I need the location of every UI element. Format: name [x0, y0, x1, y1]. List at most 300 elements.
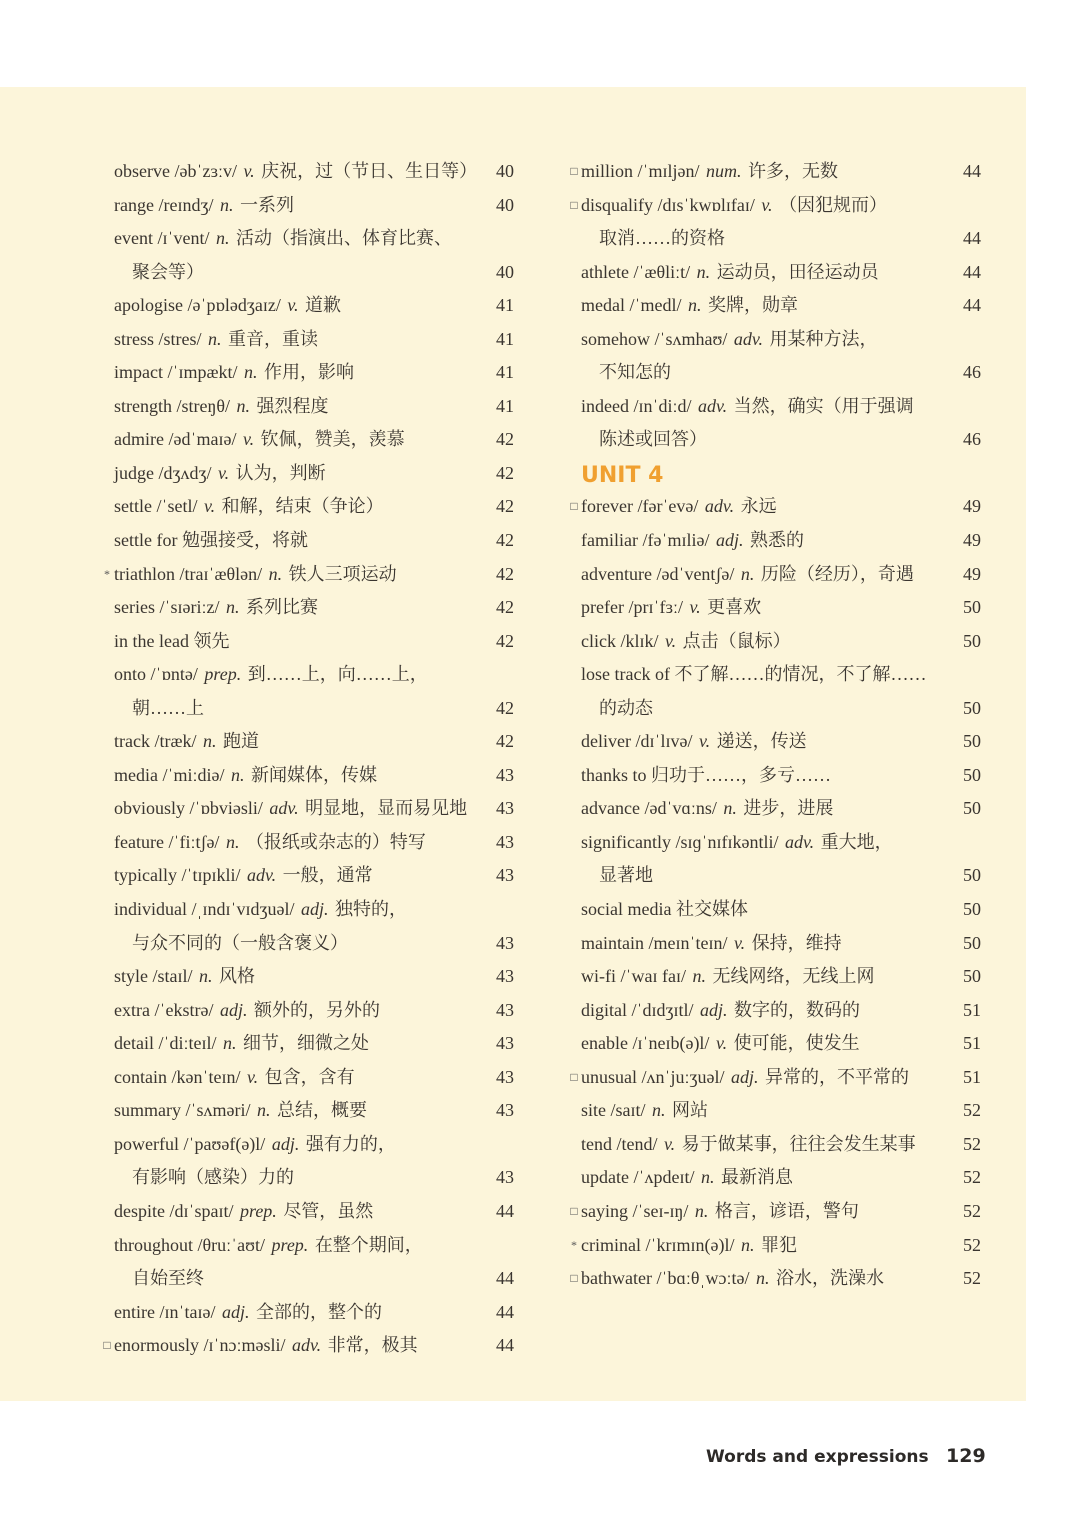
entry-text [114, 356, 354, 390]
entry-word: entire /ɪnˈtaɪə/ [114, 1301, 216, 1322]
part-of-speech: n. [236, 395, 251, 416]
entry-gloss: 社交媒体 [675, 899, 748, 920]
entry-text [581, 625, 791, 659]
entry-continuation-line [567, 356, 981, 390]
entry-page-number: 41 [496, 362, 514, 383]
vocab-entry [100, 323, 514, 357]
entry-gloss: 异常的，不平常的 [765, 1066, 909, 1087]
entry-text [114, 1061, 355, 1095]
entry-page-number: 43 [496, 1167, 514, 1188]
entry-page-number: 49 [963, 496, 981, 517]
entry-gloss: 自始至终 [132, 1268, 204, 1289]
entry-page-number: 52 [963, 1268, 981, 1289]
part-of-speech: n. [219, 194, 234, 215]
part-of-speech: n. [723, 798, 737, 819]
entry-word: medal /ˈmedl/ [581, 295, 682, 316]
part-of-speech: n. [225, 831, 240, 852]
entry-word: triathlon /traɪˈæθlən/ [114, 563, 263, 584]
entry-text [114, 1195, 373, 1229]
vocab-entry [100, 792, 514, 826]
part-of-speech: n. [740, 1234, 755, 1255]
entry-gloss: 递送，传送 [716, 731, 807, 752]
box-mark-icon: □ [570, 499, 578, 514]
vocab-entry [567, 289, 981, 323]
entry-text [132, 692, 204, 726]
vocab-entry [567, 625, 981, 659]
vocab-entry [100, 490, 514, 524]
entry-page-number: 42 [496, 597, 514, 618]
entry-word: indeed /ɪnˈdiːd/ [581, 395, 692, 416]
vocab-entry [100, 457, 514, 491]
part-of-speech: adj. [300, 899, 329, 920]
entry-gloss: 格言，谚语，警句 [714, 1200, 859, 1221]
part-of-speech: num. [706, 161, 742, 181]
entry-page-number: 50 [963, 865, 981, 886]
entry-page-number: 40 [496, 261, 514, 282]
entry-page-number: 46 [963, 429, 981, 450]
entry-text [581, 558, 914, 592]
part-of-speech: n. [740, 563, 755, 584]
entry-continuation-line [567, 423, 981, 457]
entry-page-number: 44 [963, 161, 981, 181]
entry-page-number: 52 [963, 1167, 981, 1188]
entry-page-number: 43 [496, 932, 514, 953]
part-of-speech: adv. [784, 831, 815, 852]
vocab-entry [100, 1195, 514, 1229]
vocab-entry [100, 591, 514, 625]
entry-word: stress /stres/ [114, 328, 202, 349]
entry-text [114, 893, 407, 927]
entry-text [114, 1229, 423, 1263]
entry-text [114, 792, 467, 826]
entry-page-number: 43 [496, 798, 514, 819]
entry-gloss: 尽管，虽然 [283, 1200, 374, 1221]
entry-text [581, 390, 914, 424]
entry-page-number: 42 [496, 630, 514, 651]
entry-text [581, 1094, 708, 1128]
entry-gloss: 领先 [193, 630, 230, 651]
entry-word: digital /ˈdɪdʒɪtl/ [581, 999, 694, 1020]
vocab-entry [567, 1229, 981, 1263]
entry-word: saying /ˈseɪ-ɪŋ/ [581, 1200, 689, 1221]
vocab-entry [100, 893, 514, 927]
part-of-speech: v. [733, 932, 746, 953]
entry-word: thanks to [581, 764, 647, 785]
entry-continuation-line [100, 256, 514, 290]
entry-word: series /ˈsɪəriːz/ [114, 597, 220, 618]
entry-gloss: 强有力的， [305, 1133, 396, 1154]
part-of-speech: v. [664, 630, 677, 651]
entry-word: advance /ədˈvɑːns/ [581, 798, 717, 819]
vocab-entry [100, 189, 514, 223]
entry-text [599, 859, 653, 893]
entry-word: wi-fi /ˈwaɪ faɪ/ [581, 966, 686, 987]
entry-gloss: 系列比赛 [245, 597, 318, 618]
footer-title: Words and expressions [706, 1447, 929, 1467]
part-of-speech: n. [687, 295, 702, 316]
entry-text [114, 423, 405, 457]
unit-heading [567, 457, 981, 491]
entry-page-number: 51 [963, 1033, 981, 1054]
entry-word: extra /ˈekstrə/ [114, 999, 214, 1020]
entry-page-number: 50 [963, 899, 981, 920]
vocab-entry [100, 994, 514, 1028]
vocab-entry [567, 591, 981, 625]
part-of-speech: v. [203, 496, 216, 517]
entry-page-number: 43 [496, 966, 514, 987]
entry-text [114, 1128, 396, 1162]
vocab-entry [567, 1128, 981, 1162]
entry-text [581, 289, 798, 323]
entry-gloss: 历险（经历），奇遇 [760, 563, 914, 584]
entry-page-number: 50 [963, 932, 981, 953]
vocab-entry [567, 1262, 981, 1296]
entry-gloss: 在整个期间， [314, 1234, 423, 1255]
entry-text [581, 893, 748, 927]
box-mark-icon: □ [570, 1271, 578, 1286]
entry-text [581, 1229, 797, 1263]
entry-page-number: 44 [496, 1200, 514, 1221]
entry-text [114, 826, 426, 860]
entry-page-number: 44 [496, 1335, 514, 1356]
entry-word: site /saɪt/ [581, 1100, 646, 1121]
entry-text [114, 222, 452, 256]
entry-word: update /ˈʌpdeɪt/ [581, 1167, 695, 1188]
entry-gloss: 用某种方法， [769, 328, 878, 349]
entry-text [132, 256, 204, 290]
entry-text [114, 524, 308, 558]
entry-gloss: 有影响（感染）力的 [132, 1167, 294, 1188]
entry-gloss: 点击（鼠标） [682, 630, 791, 651]
entry-word: unusual /ʌnˈjuːʒuəl/ [581, 1066, 725, 1087]
entry-text [581, 725, 807, 759]
vocab-entry [567, 725, 981, 759]
entry-text [114, 725, 259, 759]
vocab-entry [567, 1027, 981, 1061]
part-of-speech: n. [755, 1268, 770, 1289]
part-of-speech: adj. [730, 1066, 759, 1087]
part-of-speech: prep. [271, 1234, 309, 1255]
entry-word: enormously /ɪˈnɔːməsli/ [114, 1335, 286, 1356]
entry-text [581, 1262, 884, 1296]
part-of-speech: n. [694, 1200, 709, 1221]
vocab-entry [100, 155, 514, 189]
entry-gloss: 新闻媒体，传媒 [250, 764, 377, 785]
entry-gloss: 强烈程度 [256, 395, 329, 416]
entry-gloss: 庆祝，过（节日、生日等） [261, 161, 478, 181]
vocab-entry [567, 390, 981, 424]
entry-gloss: 活动（指演出、体育比赛、 [235, 228, 452, 249]
entry-gloss: 重音，重读 [228, 328, 318, 349]
entry-page-number: 52 [963, 1100, 981, 1121]
entry-text [581, 1027, 860, 1061]
entry-word: criminal /ˈkrɪmɪn(ə)l/ [581, 1234, 735, 1255]
part-of-speech: n. [256, 1100, 271, 1121]
entry-page-number: 44 [496, 1301, 514, 1322]
entry-word: bathwater /ˈbɑːθˌwɔːtə/ [581, 1268, 750, 1289]
entry-page-number: 40 [496, 161, 514, 181]
entry-gloss: 进步，进展 [743, 798, 834, 819]
entry-word: typically /ˈtɪpɪkli/ [114, 865, 241, 886]
entry-word: familiar /fəˈmɪliə/ [581, 530, 710, 551]
box-mark-icon: □ [570, 1203, 578, 1218]
part-of-speech: adv. [697, 395, 728, 416]
entry-gloss: 包含，含有 [264, 1066, 355, 1087]
entry-text [581, 524, 804, 558]
vocab-entry [100, 1094, 514, 1128]
entry-page-number: 42 [496, 496, 514, 517]
entry-word: apologise /əˈpɒlədʒaɪz/ [114, 295, 281, 316]
entry-word: obviously /ˈɒbviəsli/ [114, 798, 263, 819]
entry-word: significantly /sɪɡˈnɪfɪkəntli/ [581, 831, 779, 852]
entry-page-number: 43 [496, 1100, 514, 1121]
entry-continuation-line [100, 692, 514, 726]
entry-page-number: 52 [963, 1133, 981, 1154]
vocab-entry [567, 927, 981, 961]
vocab-entry [100, 658, 514, 692]
entry-gloss: 陈述或回答） [599, 429, 707, 450]
entry-word: media /ˈmiːdiə/ [114, 764, 225, 785]
entry-gloss: 全部的，整个的 [255, 1301, 382, 1322]
entry-gloss: 道歉 [305, 295, 341, 316]
entry-word: tend /tend/ [581, 1133, 658, 1154]
entry-text [581, 1061, 909, 1095]
vocab-entry [100, 558, 514, 592]
entry-text [114, 1296, 382, 1330]
part-of-speech: n. [700, 1167, 715, 1188]
entry-page-number: 46 [963, 362, 981, 383]
vocab-entry [567, 1195, 981, 1229]
entry-page-number: 42 [496, 697, 514, 718]
entry-page-number: 51 [963, 999, 981, 1020]
vocab-entry [567, 893, 981, 927]
entry-gloss: 与众不同的（一般含褒义） [132, 932, 348, 953]
vocab-entry [567, 524, 981, 558]
entry-gloss: 勉强接受，将就 [181, 530, 308, 551]
vocab-entry [567, 759, 981, 793]
entry-gloss: 不知怎的 [599, 362, 671, 383]
entry-gloss: （因犯规而） [779, 194, 888, 215]
entry-text [114, 289, 341, 323]
part-of-speech: v. [715, 1033, 728, 1054]
entry-gloss: 的动态 [599, 697, 653, 718]
entry-word: summary /ˈsʌməri/ [114, 1100, 251, 1121]
vocab-entry [100, 826, 514, 860]
entry-gloss: 跑道 [222, 731, 259, 752]
entry-page-number: 42 [496, 563, 514, 584]
entry-text [581, 1161, 793, 1195]
entry-gloss: 钦佩，赞美，羡慕 [260, 429, 405, 450]
part-of-speech: adj. [221, 1301, 250, 1322]
part-of-speech: adv. [733, 328, 764, 349]
entry-page-number: 51 [963, 1066, 981, 1087]
vocab-entry [100, 625, 514, 659]
vocab-entry [100, 1061, 514, 1095]
entry-continuation-line [567, 692, 981, 726]
part-of-speech: adv. [246, 865, 277, 886]
entry-text [114, 859, 373, 893]
entry-word: onto /ˈɒntə/ [114, 664, 198, 685]
part-of-speech: v. [663, 1133, 676, 1154]
box-mark-icon: □ [570, 1069, 578, 1084]
entry-word: disqualify /dɪsˈkwɒlɪfaɪ/ [581, 194, 755, 215]
entry-page-number: 44 [963, 228, 981, 249]
entry-page-number: 41 [496, 328, 514, 349]
vocab-entry [567, 1061, 981, 1095]
entry-gloss: 数字的，数码的 [734, 999, 860, 1020]
entry-page-number: 41 [496, 295, 514, 316]
entry-word: feature /ˈfiːtʃə/ [114, 831, 220, 852]
entry-word: somehow /ˈsʌmhaʊ/ [581, 328, 728, 349]
entry-text [114, 1329, 418, 1363]
entry-text [132, 927, 348, 961]
part-of-speech: v. [287, 295, 299, 316]
entry-text [581, 155, 838, 189]
entry-text [114, 625, 229, 659]
entry-gloss: 作用，影响 [264, 362, 354, 383]
part-of-speech: n. [199, 966, 213, 987]
vocab-entry [100, 1296, 514, 1330]
entry-gloss: 非常，极其 [327, 1335, 418, 1356]
part-of-speech: adv. [704, 496, 735, 517]
entry-page-number: 50 [963, 764, 981, 785]
entry-gloss: 罪犯 [760, 1234, 797, 1255]
part-of-speech: adj. [219, 999, 248, 1020]
part-of-speech: adj. [715, 530, 744, 551]
vocab-entry [567, 490, 981, 524]
entry-page-number: 49 [963, 563, 981, 584]
entry-continuation-line [100, 927, 514, 961]
entry-gloss: 独特的， [334, 899, 407, 920]
part-of-speech: n. [696, 261, 711, 282]
vocab-entry [100, 289, 514, 323]
part-of-speech: n. [208, 328, 222, 349]
entry-page-number: 43 [496, 865, 514, 886]
entry-word: settle /ˈsetl/ [114, 496, 198, 517]
vocab-entry [100, 390, 514, 424]
entry-word: observe /əbˈzɜːv/ [114, 161, 238, 181]
vocab-entry [100, 1027, 514, 1061]
entry-gloss: 认为，判断 [235, 462, 326, 483]
entry-word: adventure /ədˈventʃə/ [581, 563, 735, 584]
part-of-speech: n. [244, 362, 258, 383]
entry-word: prefer /prɪˈfɜː/ [581, 597, 684, 618]
part-of-speech: adj. [699, 999, 728, 1020]
entry-word: forever /fərˈevə/ [581, 496, 699, 517]
entry-gloss: 当然，确实（用于强调 [733, 395, 914, 416]
part-of-speech: v. [246, 1066, 259, 1087]
entry-gloss: 使可能，使发生 [733, 1033, 860, 1054]
entry-gloss: 运动员，田径运动员 [716, 261, 879, 282]
entry-word: maintain /meɪnˈteɪn/ [581, 932, 728, 953]
part-of-speech: v. [698, 731, 711, 752]
vocab-entry [567, 994, 981, 1028]
part-of-speech: n. [230, 764, 245, 785]
entry-word: detail /ˈdiːteɪl/ [114, 1033, 217, 1054]
part-of-speech: prep. [239, 1200, 277, 1221]
vocab-entry [567, 189, 981, 223]
entry-word: contain /kənˈteɪn/ [114, 1066, 241, 1087]
entry-text [581, 189, 887, 223]
entry-text [599, 692, 653, 726]
vocab-entry [100, 356, 514, 390]
entry-text [114, 1027, 369, 1061]
entry-page-number: 44 [496, 1268, 514, 1289]
entry-text [114, 1094, 367, 1128]
vocab-entry [567, 960, 981, 994]
entry-text [599, 423, 707, 457]
unit-heading-text: UNIT 4 [581, 462, 664, 488]
entry-text [132, 1161, 294, 1195]
entry-gloss: 浴水，洗澡水 [775, 1268, 884, 1289]
entry-text [114, 457, 326, 491]
entry-gloss: 取消……的资格 [599, 228, 725, 249]
entry-word: deliver /dɪˈlɪvə/ [581, 731, 693, 752]
entry-gloss: （报纸或杂志的）特写 [245, 831, 426, 852]
vocab-entry [100, 1229, 514, 1263]
entry-gloss: 更喜欢 [707, 597, 762, 618]
part-of-speech: v. [243, 161, 255, 181]
vocab-entry [567, 155, 981, 189]
entry-page-number: 50 [963, 630, 981, 651]
entry-gloss: 一般，通常 [282, 865, 373, 886]
entry-text [581, 792, 833, 826]
entry-word: lose track of [581, 664, 670, 685]
entry-text [581, 323, 878, 357]
entry-page-number: 50 [963, 798, 981, 819]
entry-gloss: 最新消息 [720, 1167, 793, 1188]
entry-page-number: 49 [963, 530, 981, 551]
entry-text [581, 490, 777, 524]
vocab-entry [567, 826, 981, 860]
entry-text [114, 759, 377, 793]
entry-gloss: 总结，概要 [276, 1100, 367, 1121]
entry-gloss: 显著地 [599, 865, 653, 886]
vocab-entry [100, 859, 514, 893]
part-of-speech: v. [689, 597, 701, 618]
vocab-entry [567, 1094, 981, 1128]
vocab-entry [567, 792, 981, 826]
entry-text [599, 356, 671, 390]
entry-gloss: 朝……上 [132, 697, 204, 718]
entry-text [581, 591, 761, 625]
entry-page-number: 41 [496, 395, 514, 416]
entry-word: million /ˈmɪljən/ [581, 161, 700, 181]
vocab-entry [100, 222, 514, 256]
entry-text [114, 189, 294, 223]
vocab-entry [567, 323, 981, 357]
entry-gloss: 无线网络，无线上网 [712, 966, 875, 987]
entry-gloss: 风格 [219, 966, 255, 987]
entry-text [132, 1262, 204, 1296]
entry-page-number: 52 [963, 1200, 981, 1221]
entry-page-number: 42 [496, 530, 514, 551]
part-of-speech: n. [225, 597, 240, 618]
entry-text [114, 155, 477, 189]
entry-word: range /reɪndʒ/ [114, 194, 214, 215]
entry-gloss: 额外的，另外的 [253, 999, 380, 1020]
entry-word: admire /ədˈmaɪə/ [114, 429, 237, 450]
entry-continuation-line [567, 222, 981, 256]
box-mark-icon: □ [570, 164, 578, 178]
part-of-speech: n. [268, 563, 283, 584]
part-of-speech: v. [217, 462, 230, 483]
part-of-speech: n. [222, 1033, 237, 1054]
entry-word: in the lead [114, 630, 189, 651]
entry-text [581, 826, 893, 860]
entry-word: strength /streŋθ/ [114, 395, 231, 416]
part-of-speech: adj. [271, 1133, 300, 1154]
